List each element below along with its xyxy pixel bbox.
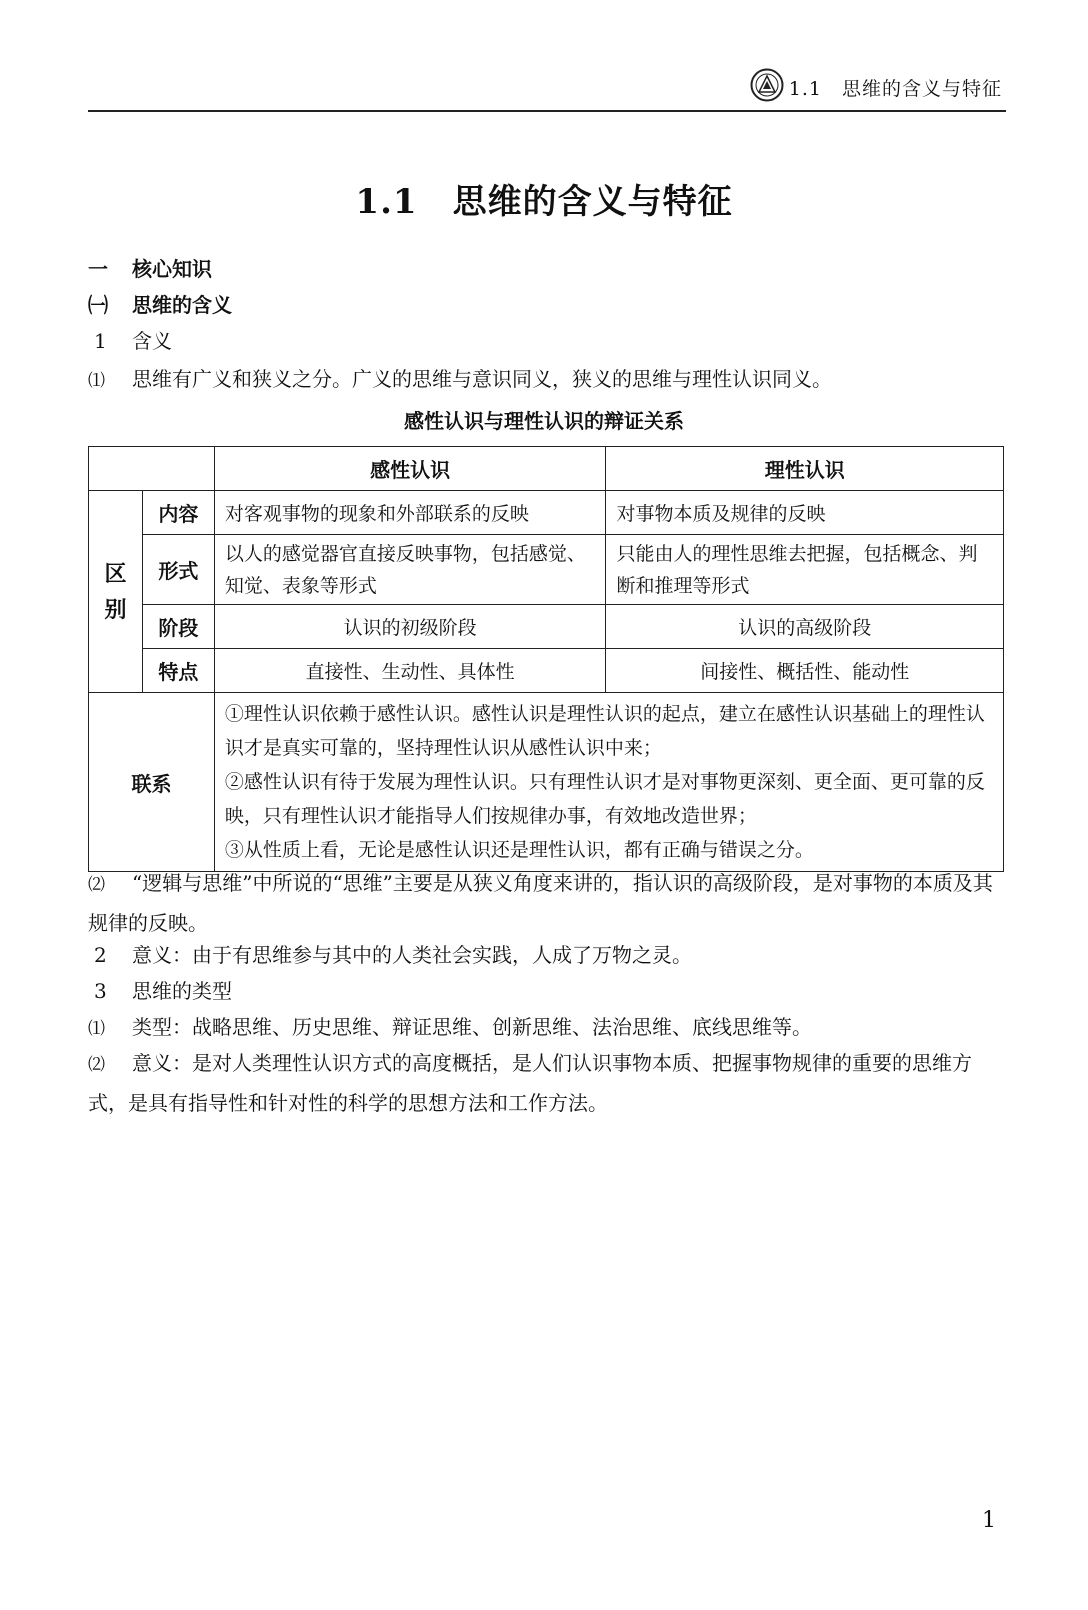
relation-label: 联系 bbox=[89, 693, 215, 872]
item-number: 2 bbox=[94, 943, 107, 967]
table-title: 感性认识与理性认识的辩证关系 bbox=[404, 409, 684, 433]
item-heading bbox=[88, 974, 1006, 1008]
table-cell: 直接性、生动性、具体性 bbox=[214, 649, 606, 693]
paragraph-number: ⑴ bbox=[88, 1019, 105, 1039]
table-cell: 认识的高级阶段 bbox=[606, 605, 1004, 649]
item-label: 含义 bbox=[132, 329, 172, 353]
paragraph-number: ⑵ bbox=[88, 1055, 105, 1075]
section-number: 一 bbox=[88, 257, 108, 281]
table-cell: 只能由人的理性思维去把握，包括概念、判断和推理等形式 bbox=[606, 535, 1004, 605]
paragraph-text: 意义：是对人类理性认识方式的高度概括，是人们认识事物本质、把握事物规律的重要的思维方式，是具有指导性和针对性的科学的思想方法和工作方法。 bbox=[88, 1051, 972, 1115]
page-title: 1.1 思维的含义与特征 bbox=[355, 182, 733, 222]
table-cell: 对客观事物的现象和外部联系的反映 bbox=[214, 491, 606, 535]
paragraph bbox=[88, 362, 1006, 398]
table-corner-cell bbox=[89, 447, 215, 491]
section-heading bbox=[88, 252, 1006, 286]
table-row bbox=[89, 605, 1004, 649]
paragraph-text: 类型：战略思维、历史思维、辩证思维、创新思维、法治思维、底线思维等。 bbox=[132, 1015, 812, 1039]
section-label: 核心知识 bbox=[132, 257, 212, 281]
column-header: 感性认识 bbox=[214, 447, 606, 491]
paragraph-text: 意义：由于有思维参与其中的人类社会实践，人成了万物之灵。 bbox=[132, 943, 692, 967]
item-number: 3 bbox=[94, 979, 107, 1003]
relation-row bbox=[89, 693, 1004, 872]
relation-point: ②感性认识有待于发展为理性认识。只有理性认识才是对事物更深刻、更全面、更可靠的反映，只有理性认识才能指导人们按规律办事，有效地改造世界； bbox=[224, 771, 985, 827]
item-label: 思维的类型 bbox=[132, 979, 232, 1003]
table-header-row bbox=[89, 447, 1004, 491]
subsection-number: ㈠ bbox=[88, 293, 108, 317]
table-row bbox=[89, 535, 1004, 605]
relation-point: ③从性质上看，无论是感性认识还是理性认识，都有正确与错误之分。 bbox=[224, 839, 814, 861]
paragraph-number: ⑵ bbox=[88, 875, 105, 895]
comparison-table bbox=[88, 446, 1004, 872]
row-label: 形式 bbox=[142, 535, 214, 605]
group-label-char: 别 bbox=[104, 596, 127, 623]
page-number: 1 bbox=[982, 1508, 996, 1533]
paragraph bbox=[88, 1010, 1006, 1046]
paragraph bbox=[88, 864, 1006, 942]
paragraph-text: “逻辑与思维”中所说的“思维”主要是从狭义角度来讲的，指认识的高级阶段，是对事物的本质及其规律的反映。 bbox=[88, 871, 993, 935]
group-label-cell bbox=[89, 491, 143, 693]
running-header bbox=[88, 64, 1006, 112]
row-label: 阶段 bbox=[142, 605, 214, 649]
group-label-char: 区 bbox=[104, 560, 127, 587]
relation-point: ①理性认识依赖于感性认识。感性认识是理性认识的起点，建立在感性认识基础上的理性认识才是真实可靠的，坚持理性认识从感性认识中来； bbox=[224, 703, 985, 759]
table-cell: 对事物本质及规律的反映 bbox=[606, 491, 1004, 535]
running-title: 1.1 思维的含义与特征 bbox=[788, 78, 1002, 100]
subsection-heading bbox=[88, 288, 1006, 322]
table-cell: 间接性、概括性、能动性 bbox=[606, 649, 1004, 693]
item-heading bbox=[88, 324, 1006, 358]
paragraph bbox=[88, 1044, 1006, 1122]
row-label: 内容 bbox=[142, 491, 214, 535]
item-number: 1 bbox=[94, 329, 107, 353]
publisher-emblem-icon bbox=[750, 68, 784, 102]
table-row bbox=[89, 491, 1004, 535]
table-cell: 认识的初级阶段 bbox=[214, 605, 606, 649]
table-row bbox=[89, 649, 1004, 693]
paragraph bbox=[88, 938, 1006, 972]
column-header: 理性认识 bbox=[606, 447, 1004, 491]
table-cell: 以人的感觉器官直接反映事物，包括感觉、知觉、表象等形式 bbox=[214, 535, 606, 605]
relation-text bbox=[214, 693, 1003, 872]
row-label: 特点 bbox=[142, 649, 214, 693]
subsection-label: 思维的含义 bbox=[132, 293, 232, 317]
paragraph-text: 思维有广义和狭义之分。广义的思维与意识同义，狭义的思维与理性认识同义。 bbox=[132, 367, 832, 391]
paragraph-number: ⑴ bbox=[88, 371, 105, 391]
